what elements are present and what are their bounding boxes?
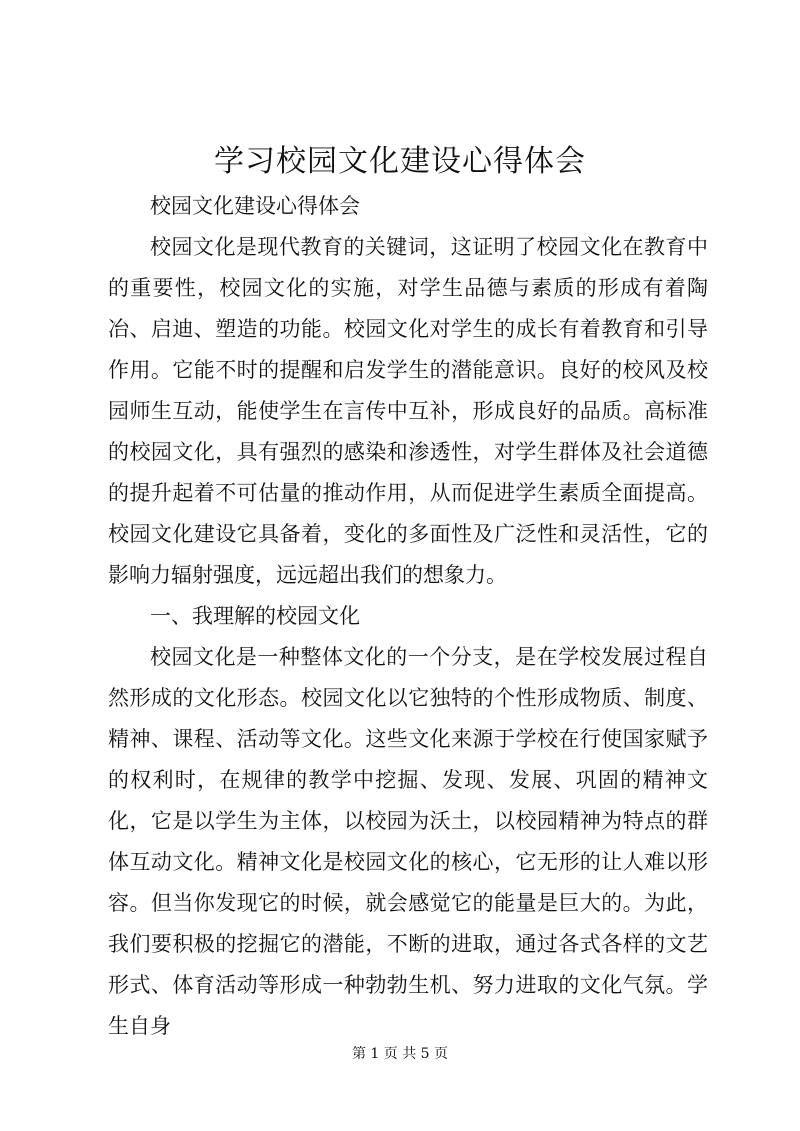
page-number-footer: 第 1 页 共 5 页 (351, 1046, 449, 1062)
document-title: 学习校园文化建设心得体会 (214, 144, 586, 179)
body-paragraph: 校园文化是一种整体文化的一个分支，是在学校发展过程自然形成的文化形态。校园文化以它独特的个性形成物质、制度、精神、课程、活动等文化。这些文化来源于学校在行使国家赋予的权利时，在规律的教学中挖掘、发现、发展、巩固的精神文化，它是以学生为主体，以校园为沃土，以校园精神为特点的群体互动文化。精神文化是校园文化的核心，它无形的让人难以形容。但当你发现它的时候，就会感觉它的能量是巨大的。为此，我们要积极的挖掘它的潜能，不断的进取，通过各式各样的文艺形式、体育活动等形成一种勃勃生机、努力进取的文化气氛。学生自身 (108, 645, 708, 1038)
body-paragraph: 校园文化是现代教育的关键词，这证明了校园文化在教育中的重要性，校园文化的实施，对学生品德与素质的形成有着陶冶、启迪、塑造的功能。校园文化对学生的成长有着教育和引导作用。它能不时的提醒和启发学生的潜能意识。良好的校风及校园师生互动，能使学生在言传中互补，形成良好的品质。高标准的校园文化，具有强烈的感染和渗透性，对学生群体及社会道德的提升起着不可估量的推动作用，从而促进学生素质全面提高。校园文化建设它具备着，变化的多面性及广泛性和灵活性，它的影响力辐射强度，远远超出我们的想象力。 (108, 235, 708, 587)
section-heading: 一、我理解的校园文化 (150, 604, 360, 628)
subtitle-paragraph: 校园文化建设心得体会 (150, 194, 360, 218)
document-body (108, 186, 708, 1047)
